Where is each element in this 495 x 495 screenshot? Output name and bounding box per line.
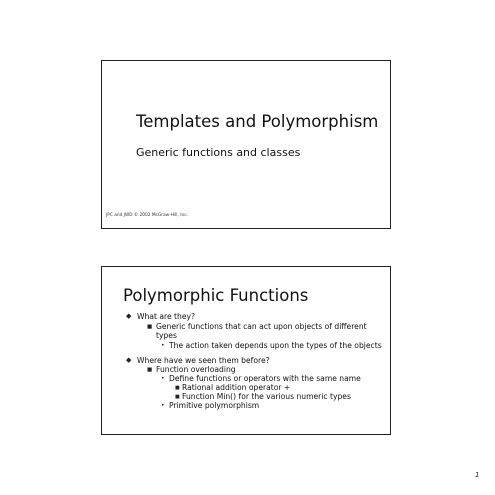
bullet-item: ■ Function Min() for the various numeric types (175, 392, 351, 401)
slide-title: Polymorphic Functions (123, 286, 309, 305)
dot-bullet-icon: • (161, 342, 165, 349)
bullet-item: ■ Generic functions that can act upon objects of different (147, 321, 367, 331)
content-slide (101, 266, 391, 435)
slide-title: Templates and Polymorphism (136, 112, 379, 131)
diamond-bullet-icon: ◆ (126, 356, 132, 364)
page-number: 1 (475, 471, 480, 479)
slide-subtitle: Generic functions and classes (136, 146, 301, 159)
square-bullet-icon: ■ (175, 394, 180, 400)
diamond-bullet-icon: ◆ (126, 312, 132, 320)
square-bullet-icon: ■ (147, 323, 153, 330)
title-slide (101, 60, 391, 229)
square-bullet-icon: ■ (175, 385, 180, 391)
dot-bullet-icon: • (161, 375, 165, 382)
bullet-item: • Define functions or operators with the same name (161, 374, 361, 383)
bullet-item: • The action taken depends upon the types of the objects (161, 341, 382, 350)
slide-footer: JPC and JWD © 2002 McGraw-Hill, Inc. (106, 213, 188, 218)
dot-bullet-icon: • (161, 402, 165, 409)
bullet-continuation: types (156, 330, 177, 340)
bullet-item: ◆ What are they? (126, 312, 196, 321)
bullet-item: ◆ Where have we seen them before? (126, 356, 270, 365)
bullet-item: ■ Function overloading (147, 365, 236, 374)
bullet-item: ■ Rational addition operator + (175, 383, 291, 392)
bullet-item: • Primitive polymorphism (161, 401, 260, 410)
square-bullet-icon: ■ (147, 367, 153, 373)
